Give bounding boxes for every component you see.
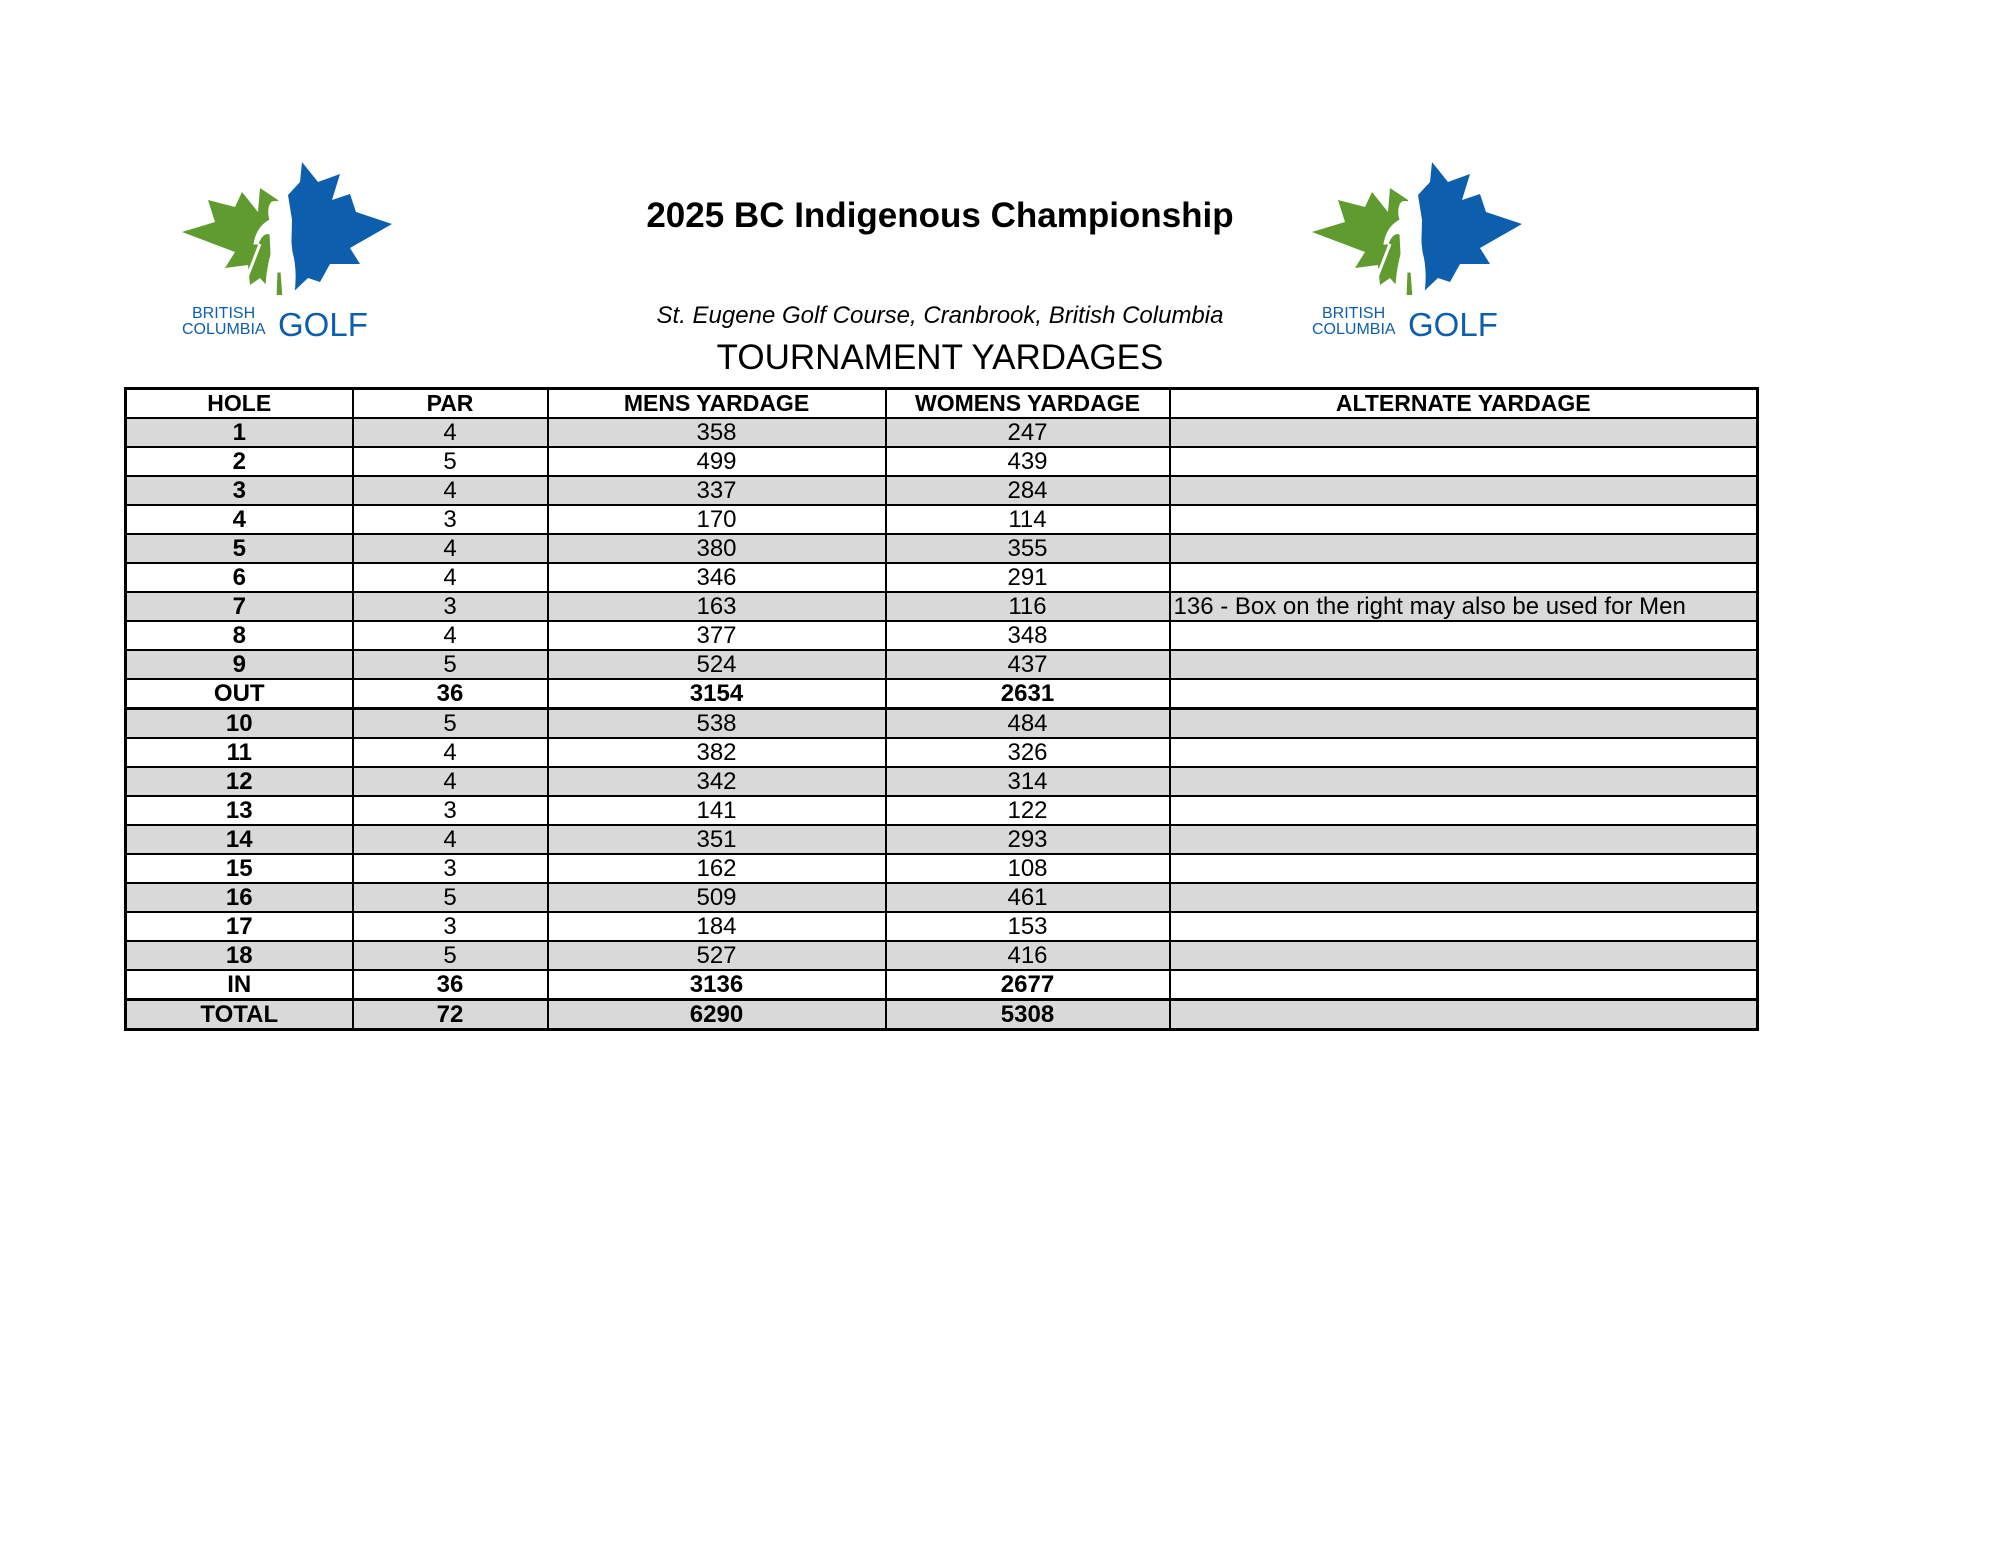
womens-yardage-cell: 326 — [886, 738, 1170, 767]
column-header-womens-yardage: WOMENS YARDAGE — [886, 389, 1170, 419]
par-cell: 36 — [353, 970, 548, 1000]
logo-text-british: BRITISH — [192, 305, 256, 322]
mens-yardage-cell: 351 — [548, 825, 886, 854]
yardage-table — [124, 387, 1759, 1031]
hole-cell: 16 — [126, 883, 353, 912]
alternate-yardage-cell — [1170, 476, 1758, 505]
table-row — [126, 941, 1758, 970]
mens-yardage-cell: 499 — [548, 447, 886, 476]
mens-yardage-cell: 509 — [548, 883, 886, 912]
womens-yardage-cell: 284 — [886, 476, 1170, 505]
alternate-yardage-cell: 136 - Box on the right may also be used for Men — [1170, 592, 1758, 621]
womens-yardage-cell: 5308 — [886, 1000, 1170, 1030]
par-cell: 4 — [353, 738, 548, 767]
mens-yardage-cell: 337 — [548, 476, 886, 505]
alternate-yardage-cell — [1170, 767, 1758, 796]
mens-yardage-cell: 382 — [548, 738, 886, 767]
alternate-yardage-cell — [1170, 883, 1758, 912]
par-cell: 4 — [353, 621, 548, 650]
hole-cell: IN — [126, 970, 353, 1000]
alternate-yardage-cell — [1170, 563, 1758, 592]
mens-yardage-cell: 163 — [548, 592, 886, 621]
par-cell: 5 — [353, 941, 548, 970]
womens-yardage-cell: 2631 — [886, 679, 1170, 709]
table-header-row — [126, 389, 1758, 419]
womens-yardage-cell: 153 — [886, 912, 1170, 941]
hole-cell: 12 — [126, 767, 353, 796]
table-row — [126, 796, 1758, 825]
womens-yardage-cell: 416 — [886, 941, 1170, 970]
logo-text-golf: GOLF — [1408, 306, 1498, 343]
alternate-yardage-cell — [1170, 418, 1758, 447]
par-cell: 4 — [353, 825, 548, 854]
hole-cell: 7 — [126, 592, 353, 621]
table-row — [126, 709, 1758, 739]
hole-cell: 17 — [126, 912, 353, 941]
table-row — [126, 738, 1758, 767]
logo-text-columbia: COLUMBIA — [1312, 321, 1396, 338]
table-row — [126, 825, 1758, 854]
womens-yardage-cell: 293 — [886, 825, 1170, 854]
par-cell: 5 — [353, 883, 548, 912]
table-row — [126, 563, 1758, 592]
womens-yardage-cell: 122 — [886, 796, 1170, 825]
alternate-yardage-cell — [1170, 738, 1758, 767]
hole-cell: 2 — [126, 447, 353, 476]
alternate-yardage-cell — [1170, 679, 1758, 709]
column-header-hole: HOLE — [126, 389, 353, 419]
column-header-par: PAR — [353, 389, 548, 419]
mens-yardage-cell: 380 — [548, 534, 886, 563]
par-cell: 3 — [353, 854, 548, 883]
womens-yardage-cell: 247 — [886, 418, 1170, 447]
mens-yardage-cell: 162 — [548, 854, 886, 883]
alternate-yardage-cell — [1170, 912, 1758, 941]
table-row — [126, 505, 1758, 534]
hole-cell: 14 — [126, 825, 353, 854]
alternate-yardage-cell — [1170, 709, 1758, 739]
mens-yardage-cell: 358 — [548, 418, 886, 447]
womens-yardage-cell: 484 — [886, 709, 1170, 739]
logo-text-columbia: COLUMBIA — [182, 321, 266, 338]
hole-cell: 6 — [126, 563, 353, 592]
alternate-yardage-cell — [1170, 505, 1758, 534]
womens-yardage-cell: 2677 — [886, 970, 1170, 1000]
par-cell: 36 — [353, 679, 548, 709]
table-row — [126, 447, 1758, 476]
logo-text-golf: GOLF — [278, 306, 368, 343]
page-title: 2025 BC Indigenous Championship — [646, 196, 1234, 235]
womens-yardage-cell: 108 — [886, 854, 1170, 883]
hole-cell: 9 — [126, 650, 353, 679]
alternate-yardage-cell — [1170, 825, 1758, 854]
hole-cell: 5 — [126, 534, 353, 563]
table-row — [126, 592, 1758, 621]
table-row — [126, 534, 1758, 563]
hole-cell: 1 — [126, 418, 353, 447]
hole-cell: 4 — [126, 505, 353, 534]
table-row-out — [126, 679, 1758, 709]
womens-yardage-cell: 439 — [886, 447, 1170, 476]
logo-text-british: BRITISH — [1322, 305, 1386, 322]
womens-yardage-cell: 291 — [886, 563, 1170, 592]
par-cell: 4 — [353, 476, 548, 505]
mens-yardage-cell: 141 — [548, 796, 886, 825]
par-cell: 4 — [353, 563, 548, 592]
alternate-yardage-cell — [1170, 650, 1758, 679]
table-row-in — [126, 970, 1758, 1000]
womens-yardage-cell: 314 — [886, 767, 1170, 796]
womens-yardage-cell: 348 — [886, 621, 1170, 650]
par-cell: 4 — [353, 418, 548, 447]
table-row — [126, 621, 1758, 650]
womens-yardage-cell: 114 — [886, 505, 1170, 534]
mens-yardage-cell: 6290 — [548, 1000, 886, 1030]
par-cell: 3 — [353, 912, 548, 941]
alternate-yardage-cell — [1170, 534, 1758, 563]
par-cell: 4 — [353, 767, 548, 796]
par-cell: 3 — [353, 505, 548, 534]
par-cell: 3 — [353, 592, 548, 621]
section-heading: TOURNAMENT YARDAGES — [716, 338, 1164, 377]
table-row — [126, 650, 1758, 679]
alternate-yardage-cell — [1170, 970, 1758, 1000]
mens-yardage-cell: 527 — [548, 941, 886, 970]
par-cell: 72 — [353, 1000, 548, 1030]
mens-yardage-cell: 377 — [548, 621, 886, 650]
womens-yardage-cell: 116 — [886, 592, 1170, 621]
hole-cell: 11 — [126, 738, 353, 767]
table-row — [126, 883, 1758, 912]
mens-yardage-cell: 3136 — [548, 970, 886, 1000]
par-cell: 5 — [353, 650, 548, 679]
hole-cell: TOTAL — [126, 1000, 353, 1030]
par-cell: 4 — [353, 534, 548, 563]
table-row — [126, 476, 1758, 505]
alternate-yardage-cell — [1170, 941, 1758, 970]
mens-yardage-cell: 524 — [548, 650, 886, 679]
hole-cell: 3 — [126, 476, 353, 505]
hole-cell: 13 — [126, 796, 353, 825]
hole-cell: 15 — [126, 854, 353, 883]
column-header-alternate-yardage: ALTERNATE YARDAGE — [1170, 389, 1758, 419]
womens-yardage-cell: 355 — [886, 534, 1170, 563]
alternate-yardage-cell — [1170, 621, 1758, 650]
alternate-yardage-cell — [1170, 854, 1758, 883]
hole-cell: OUT — [126, 679, 353, 709]
mens-yardage-cell: 170 — [548, 505, 886, 534]
mens-yardage-cell: 3154 — [548, 679, 886, 709]
womens-yardage-cell: 437 — [886, 650, 1170, 679]
hole-cell: 10 — [126, 709, 353, 739]
table-row — [126, 767, 1758, 796]
par-cell: 5 — [353, 447, 548, 476]
alternate-yardage-cell — [1170, 796, 1758, 825]
hole-cell: 18 — [126, 941, 353, 970]
mens-yardage-cell: 538 — [548, 709, 886, 739]
table-row-total — [126, 1000, 1758, 1030]
alternate-yardage-cell — [1170, 1000, 1758, 1030]
page-subtitle: St. Eugene Golf Course, Cranbrook, British Columbia — [656, 302, 1224, 329]
hole-cell: 8 — [126, 621, 353, 650]
womens-yardage-cell: 461 — [886, 883, 1170, 912]
par-cell: 3 — [353, 796, 548, 825]
alternate-yardage-cell — [1170, 447, 1758, 476]
mens-yardage-cell: 184 — [548, 912, 886, 941]
table-row — [126, 912, 1758, 941]
mens-yardage-cell: 346 — [548, 563, 886, 592]
column-header-mens-yardage: MENS YARDAGE — [548, 389, 886, 419]
mens-yardage-cell: 342 — [548, 767, 886, 796]
table-row — [126, 418, 1758, 447]
par-cell: 5 — [353, 709, 548, 739]
bc-golf-logo-right — [1310, 160, 1525, 345]
table-row — [126, 854, 1758, 883]
bc-golf-logo-left — [180, 160, 395, 345]
